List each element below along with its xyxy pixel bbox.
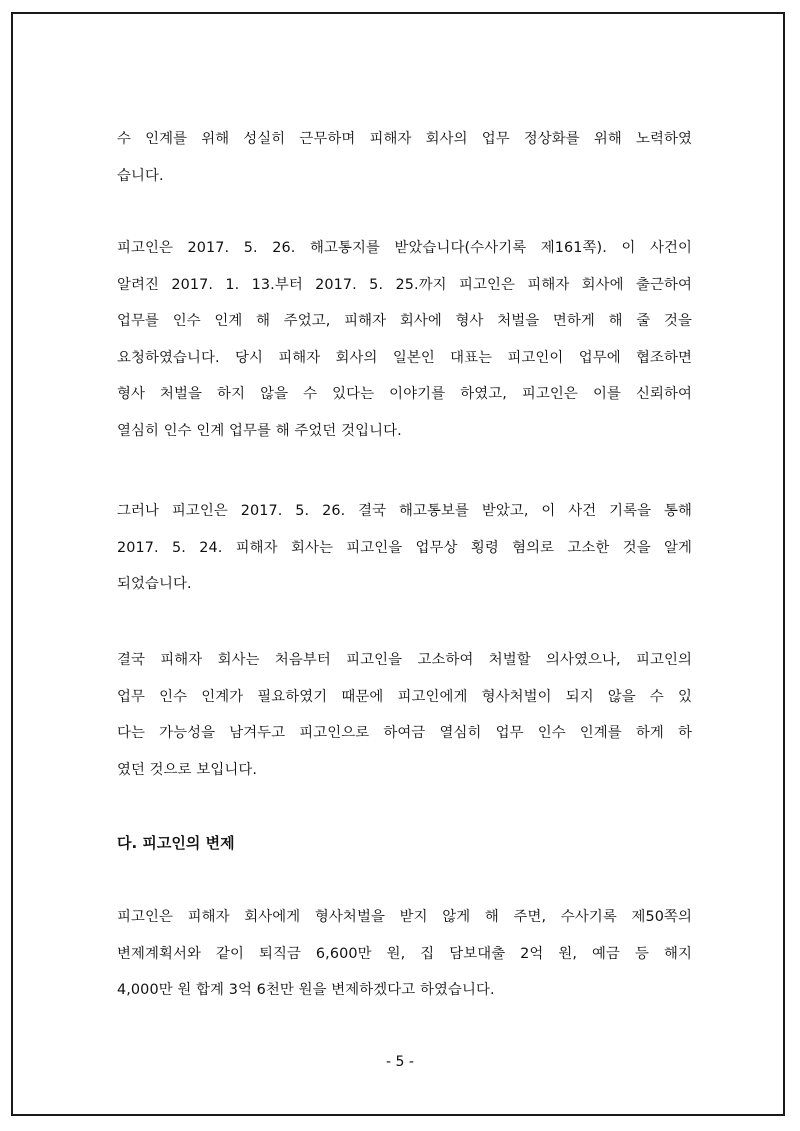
page-number: - 5 - bbox=[386, 1054, 414, 1070]
text-line: 알려진 2017. 1. 13.부터 2017. 5. 25.까지 피고인은 피해자 회사에 출근하여 bbox=[117, 276, 692, 293]
text-line: 였던 것으로 보입니다. bbox=[117, 761, 258, 778]
text-line: 다는 가능성을 남겨두고 피고인으로 하여금 열심히 업무 인수 인계를 하게 하 bbox=[117, 725, 692, 741]
text-line: 2017. 5. 24. 피해자 회사는 피고인을 업무상 횡령 혐의로 고소한 것을 알게 bbox=[117, 539, 692, 556]
paragraph-repayment-plan bbox=[117, 899, 692, 1009]
paragraph-work-handover-intro bbox=[117, 121, 692, 194]
text-line: 열심히 인수 인계 업무를 해 주었던 것입니다. bbox=[117, 422, 402, 439]
text-line: 습니다. bbox=[117, 167, 164, 184]
text-line: 변제계획서와 같이 퇴직금 6,600만 원, 집 담보대출 2억 원, 예금 등 해지 bbox=[117, 945, 692, 962]
text-line: 피고인은 2017. 5. 26. 해고통지를 받았습니다(수사기록 제161쪽). 이 사건이 bbox=[117, 240, 692, 256]
text-line: 업무 인수 인계가 필요하였기 때문에 피고인에게 형사처벌이 되지 않을 수 있 bbox=[117, 688, 692, 705]
text-line: 형사 처벌을 하지 않을 수 있다는 이야기를 하였고, 피고인은 이를 신뢰하여 bbox=[117, 386, 692, 402]
paragraph-complaint-discovery bbox=[117, 493, 692, 603]
text-line: 4,000만 원 합계 3억 6천만 원을 변제하겠다고 하였습니다. bbox=[117, 982, 495, 998]
text-line: 수 인계를 위해 성실히 근무하며 피해자 회사의 업무 정상화를 위해 노력하였 bbox=[117, 131, 692, 147]
text-line: 결국 피해자 회사는 처음부터 피고인을 고소하여 처벌할 의사였으나, 피고인의 bbox=[117, 652, 692, 668]
text-line: 요청하였습니다. 당시 피해자 회사의 일본인 대표는 피고인이 업무에 협조하면 bbox=[117, 349, 692, 366]
paragraph-company-intent bbox=[117, 642, 692, 788]
text-line: 되었습니다. bbox=[117, 576, 192, 592]
text-line: 업무를 인수 인계 해 주었고, 피해자 회사에 형사 처벌을 면하게 해 줄 것을 bbox=[117, 313, 692, 329]
text-line: 피고인은 피해자 회사에게 형사처벌을 받지 않게 해 주면, 수사기록 제50쪽의 bbox=[117, 909, 692, 925]
section-heading: 다. 피고인의 변제 bbox=[117, 834, 235, 852]
text-line: 그러나 피고인은 2017. 5. 26. 결국 해고통보를 받았고, 이 사건 기록을 통해 bbox=[117, 503, 692, 519]
paragraph-dismissal-notice bbox=[117, 230, 692, 449]
